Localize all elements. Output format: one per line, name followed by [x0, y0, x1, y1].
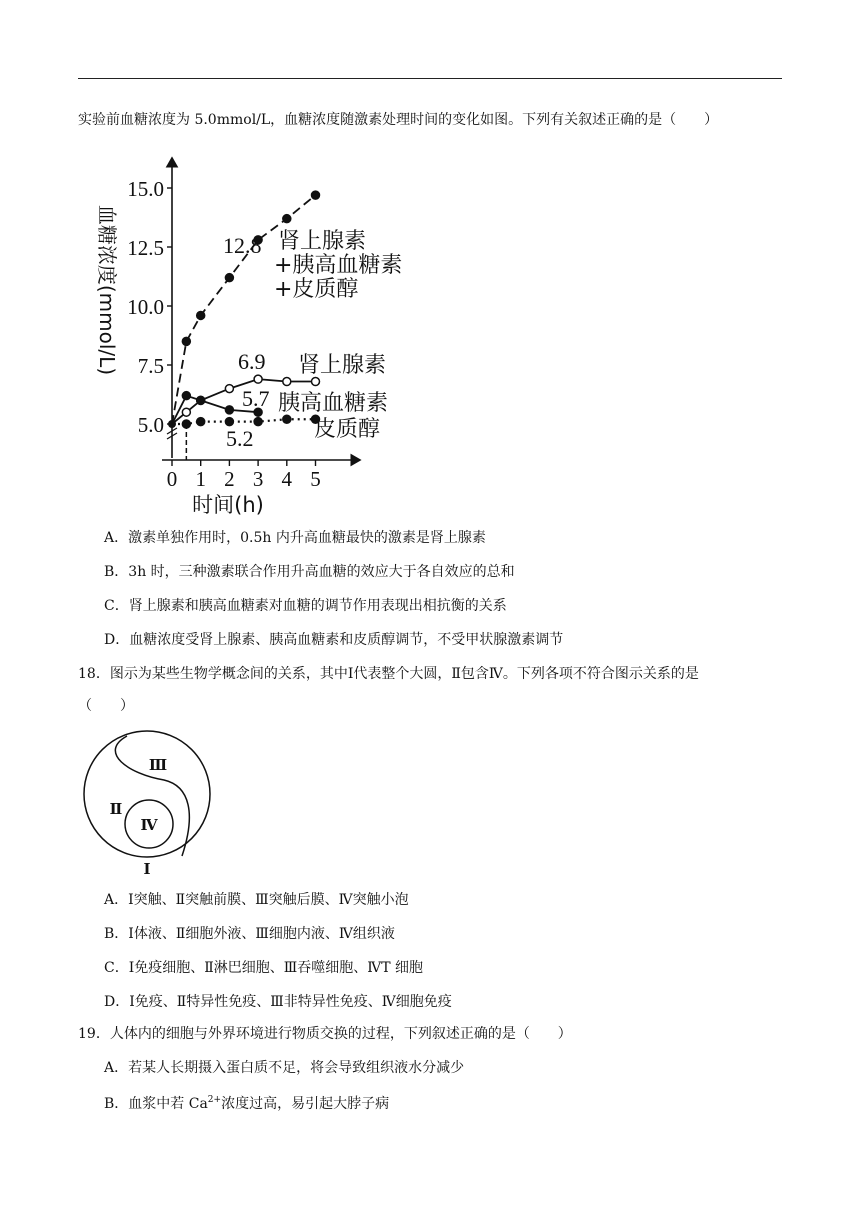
label-glucagon: 胰高血糖素	[278, 391, 389, 416]
q17-option-b: B．3h 时，三种激素联合作用升高血糖的效应大于各自效应的总和	[104, 564, 515, 580]
q18-option-d: D．Ⅰ免疫、Ⅱ特异性免疫、Ⅲ非特异性免疫、Ⅳ细胞免疫	[104, 994, 452, 1010]
q18-stem-paren: （ ）	[78, 698, 134, 714]
q19-stem: 19．人体内的细胞与外界环境进行物质交换的过程，下列叙述正确的是（ ）	[78, 1026, 572, 1042]
label-combined-2: +胰高血糖素	[274, 253, 403, 278]
x-axis-title: 时间(h)	[192, 493, 264, 517]
series-glucagon-point	[182, 392, 190, 400]
series-cortisol-line	[172, 419, 316, 424]
y-tick-label: 12.5	[127, 236, 164, 260]
q17-option-c: C．肾上腺素和胰高血糖素对血糖的调节作用表现出相抗衡的关系	[104, 598, 507, 614]
q17-option-a: A．激素单独作用时，0.5h 内升高血糖最快的激素是肾上腺素	[104, 530, 486, 546]
q18-option-c: C．Ⅰ免疫细胞、Ⅱ淋巴细胞、Ⅲ吞噬细胞、ⅣT 细胞	[104, 960, 424, 976]
series-cortisol-point	[283, 415, 291, 423]
x-tick-label: 2	[224, 467, 235, 491]
series-cortisol-point	[254, 418, 262, 426]
series-adrenaline-point	[182, 408, 190, 416]
label-III: Ⅲ	[148, 758, 168, 774]
series-combined-point	[197, 311, 205, 319]
series-combined-point	[312, 191, 320, 199]
header-rule	[78, 78, 782, 79]
series-glucagon-point	[197, 396, 205, 404]
divider-curve	[115, 736, 189, 856]
q19-option-b-sup: 2+	[207, 1095, 222, 1105]
x-tick-label: 1	[195, 467, 206, 491]
q19-option-b-post: 浓度过高，易引起大脖子病	[221, 1096, 390, 1112]
series-glucagon-point	[225, 406, 233, 414]
label-IV: Ⅳ	[140, 818, 158, 834]
y-tick-label: 15.0	[127, 177, 164, 201]
q18-option-a: A．Ⅰ突触、Ⅱ突触前膜、Ⅲ突触后膜、Ⅳ突触小泡	[104, 892, 409, 908]
annotation-5-2: 5.2	[226, 426, 254, 451]
origin-point	[168, 420, 176, 428]
y-tick-label: 7.5	[137, 354, 164, 378]
y-axis-title: 血糖浓度(mmol/L)	[95, 204, 119, 376]
series-adrenaline-point	[225, 385, 233, 393]
series-adrenaline-point	[283, 378, 291, 386]
label-II: Ⅱ	[109, 802, 123, 818]
q19-option-b	[104, 1094, 389, 1114]
label-adrenaline: 肾上腺素	[298, 353, 387, 378]
q19-option-a: A．若某人长期摄入蛋白质不足，将会导致组织液水分减少	[104, 1060, 465, 1076]
annotation-12-8: 12.8	[223, 233, 262, 258]
q19-option-b-pre: B．血浆中若 Ca	[104, 1096, 208, 1112]
x-tick-label: 5	[310, 467, 321, 491]
q18-stem: 18．图示为某些生物学概念间的关系，其中Ⅰ代表整个大圆，Ⅱ包含Ⅳ。下列各项不符合图示关系的是	[78, 666, 699, 682]
q17-intro: 实验前血糖浓度为 5.0mmol/L，血糖浓度随激素处理时间的变化如图。下列有关叙述正确的是（ ）	[78, 112, 719, 128]
annotation-6-9: 6.9	[238, 349, 266, 374]
series-combined-point	[283, 215, 291, 223]
x-tick-label: 3	[252, 467, 264, 491]
label-combined-1: 肾上腺素	[278, 229, 367, 254]
series-combined-point	[225, 274, 233, 282]
blood-glucose-chart	[78, 150, 418, 520]
x-tick-label: 0	[166, 467, 178, 491]
circle-I	[84, 731, 210, 857]
x-tick-label: 4	[281, 467, 293, 491]
series-adrenaline-point	[312, 378, 320, 386]
series-adrenaline-point	[254, 375, 262, 383]
chart-axes	[95, 158, 360, 517]
q18-option-b: B．Ⅰ体液、Ⅱ细胞外液、Ⅲ细胞内液、Ⅳ组织液	[104, 926, 395, 942]
concept-diagram	[78, 728, 218, 878]
label-cortisol: 皮质醇	[314, 417, 381, 442]
annotation-5-7: 5.7	[242, 386, 270, 411]
label-combined-3: +皮质醇	[274, 277, 359, 302]
series-cortisol-point	[197, 418, 205, 426]
y-tick-label: 5.0	[137, 413, 164, 437]
label-I: Ⅰ	[143, 862, 151, 878]
q17-option-d: D．血糖浓度受肾上腺素、胰高血糖素和皮质醇调节，不受甲状腺激素调节	[104, 632, 564, 648]
series-cortisol-point	[182, 420, 190, 428]
y-tick-label: 10.0	[127, 295, 164, 319]
series-cortisol-point	[225, 418, 233, 426]
series-combined-point	[182, 337, 190, 345]
